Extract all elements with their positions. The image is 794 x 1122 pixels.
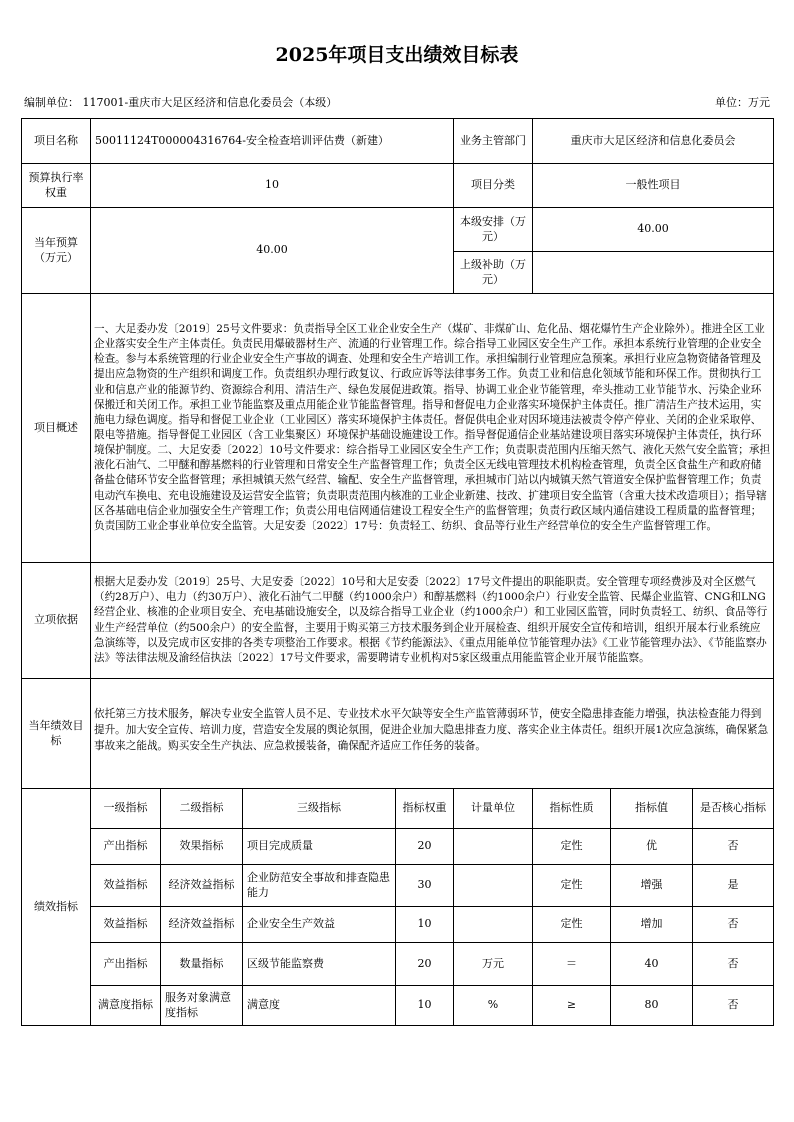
org-unit-value: 117001-重庆市大足区经济和信息化委员会（本级） bbox=[82, 96, 338, 109]
header-level1: 一级指标 bbox=[91, 789, 161, 829]
project-name-value: 50011124T000004316764-安全检查培训评估费（新建） bbox=[91, 119, 454, 164]
header-value: 指标值 bbox=[611, 789, 693, 829]
overview-text: 一、大足委办发〔2019〕25号文件要求：负责指导全区工业企业安全生产（煤矿、非煤矿山、危化品、烟花爆竹生产企业除外）。推进全区工业企业落实安全生产主体责任。负责民用爆破器材生产、流通的行业管理工作。综合指导工业园区安全生产工作。承担本系统行业管理的企业安全检查。参与本系统管理的行业企业安全生产事故的调查、处理和安全生产培训工作。承担编制行业管理应急预案。承担行业应急物资储备管理及提出应急物资的生产组织和调度工作。负责组织办理行政复议、行政应诉等法律事务工作。负责工业和信息化领域节能和环保工作。贯彻执行工业和信息产业的能源节约、资源综合利用、清洁生产、绿色发展促进政策。指导、协调工业企业节能管理，牵头推动工业节能节水、污染企业环保搬迁和关闭工作。承担工业节能监察及重点用能企业节能监督管理。指导和督促电力企业落实环境保护主体责任。推广清洁生产技术运用，实施电力绿色调度。指导和督促工业企业（工业园区）落实环境保护主体责任。督促供电企业对因环境违法被责令停产停业、关闭的企业采取停、限电等措施。指导督促工业园区（含工业集聚区）环境保护基础设施建设工作。指导督促通信企业基站建设项目落实环境保护主体责任，执行环境保护制度。二、大足安委〔2022〕10号文件要求：综合指导工业园区安全生产工作；负责职责范围内压缩天然气、液化天然气安全监管；承担液化石油气、二甲醚和醇基燃料的行业管理和日常安全生产监督管理工作；负责全区无线电管理技术机构检查管理，负责全区食盐生产和政府储备盐仓储环节安全监督管理；承担城镇天然气经营、输配、安全生产监督管理，承担城市门站以内城镇天然气管道安全保护监督管理工作；负责电动汽车换电、充电设施建设及运营安全监管；负责职责范围内核准的工业企业新建、技改、扩建项目安全监管（含重大技术改造项目）；指导辖区各基础电信企业加强安全生产管理工作；负责公用电信网通信建设工程安全生产的监督管理；负责行政区域内通信建设工程质量的监督管理；负责国防工业企事业单位安全监管。大足安委〔2022〕17号：负责轻工、纺织、食品等行业生产经营单位的安全生产监督管理工作。 bbox=[91, 294, 774, 563]
row-budget bbox=[22, 208, 774, 252]
org-unit bbox=[24, 94, 337, 110]
indicator-nature: 定性 bbox=[533, 865, 611, 907]
indicator-unit: 万元 bbox=[454, 943, 533, 986]
overview-label: 项目概述 bbox=[22, 294, 91, 563]
exec-rate-label: 预算执行率权重 bbox=[22, 164, 91, 208]
indicator-level1: 产出指标 bbox=[91, 943, 161, 986]
page-title: 2025年项目支出绩效目标表 bbox=[275, 44, 519, 66]
budget-value: 40.00 bbox=[91, 208, 454, 294]
indicator-unit: % bbox=[454, 986, 533, 1026]
indicator-weight: 30 bbox=[396, 865, 454, 907]
indicator-nature: 定性 bbox=[533, 829, 611, 865]
indicator-weight: 10 bbox=[396, 907, 454, 943]
row-overview bbox=[22, 294, 774, 563]
header-level2: 二级指标 bbox=[161, 789, 243, 829]
indicator-value: 40 bbox=[611, 943, 693, 986]
indicator-core: 否 bbox=[693, 829, 774, 865]
local-label: 本级安排（万元） bbox=[454, 208, 533, 252]
indicator-weight: 10 bbox=[396, 986, 454, 1026]
indicator-core: 否 bbox=[693, 907, 774, 943]
indicator-unit bbox=[454, 907, 533, 943]
local-value: 40.00 bbox=[533, 208, 774, 252]
basis-text: 根据大足委办发〔2019〕25号、大足安委〔2022〕10号和大足安委〔2022〕17号文件提出的职能职责。安全管理专项经费涉及对全区燃气（约28万户）、电力（约30万户）、液化石油气二甲醚（约1000余户）和醇基燃料（约1000余户）行业安全监管、民爆企业监管、CNG和LNG经营企业、核准的企业项目安全、充电基础设施安全，以及综合指导工业企业（约1000余户）和工业园区监管，同时负责轻工、纺织、食品等行业生产经营单位（约500余户）的安全监督，主要用于购买第三方技术服务到企业开展检查、组织开展安全宣传和培训，组织开展本行业系统应急演练等，以及完成市区安排的各类专项整治工作要求。根据《节约能源法》、《重点用能单位节能管理办法》《工业节能管理办法》、《节能监察办法》等法律法规及渝经信执法〔2022〕17号文件要求，需要聘请专业机构对5家区级重点用能监管企业开展节能监察。 bbox=[91, 563, 774, 679]
indicator-unit bbox=[454, 829, 533, 865]
category-value: 一般性项目 bbox=[533, 164, 774, 208]
indicator-level3: 企业防范安全事故和排查隐患能力 bbox=[243, 865, 396, 907]
indicator-row bbox=[22, 865, 774, 907]
performance-table bbox=[21, 118, 774, 1026]
indicator-weight: 20 bbox=[396, 943, 454, 986]
indicator-row bbox=[22, 943, 774, 986]
indicator-level2: 服务对象满意度指标 bbox=[161, 986, 243, 1026]
indicator-weight: 20 bbox=[396, 829, 454, 865]
budget-label: 当年预算（万元） bbox=[22, 208, 91, 294]
row-project-name bbox=[22, 119, 774, 164]
basis-label: 立项依据 bbox=[22, 563, 91, 679]
indicator-level1: 效益指标 bbox=[91, 865, 161, 907]
indicator-level3: 项目完成质量 bbox=[243, 829, 396, 865]
currency-unit: 单位：万元 bbox=[715, 96, 770, 109]
indicator-nature: 定性 bbox=[533, 907, 611, 943]
row-basis bbox=[22, 563, 774, 679]
indicator-value: 增强 bbox=[611, 865, 693, 907]
indicator-level2: 经济效益指标 bbox=[161, 907, 243, 943]
row-exec-rate bbox=[22, 164, 774, 208]
goal-label: 当年绩效目标 bbox=[22, 679, 91, 789]
indicator-value: 80 bbox=[611, 986, 693, 1026]
project-name-label: 项目名称 bbox=[22, 119, 91, 164]
indicator-nature: ≥ bbox=[533, 986, 611, 1026]
indicator-level2: 数量指标 bbox=[161, 943, 243, 986]
dept-value: 重庆市大足区经济和信息化委员会 bbox=[533, 119, 774, 164]
indicator-value: 增加 bbox=[611, 907, 693, 943]
indicator-row bbox=[22, 986, 774, 1026]
indicator-core: 否 bbox=[693, 986, 774, 1026]
indicator-row bbox=[22, 829, 774, 865]
indicator-core: 否 bbox=[693, 943, 774, 986]
indicator-value: 优 bbox=[611, 829, 693, 865]
header-weight: 指标权重 bbox=[396, 789, 454, 829]
indicator-row bbox=[22, 907, 774, 943]
indicators-label: 绩效指标 bbox=[22, 789, 91, 1026]
header-level3: 三级指标 bbox=[243, 789, 396, 829]
dept-label: 业务主管部门 bbox=[454, 119, 533, 164]
upper-value bbox=[533, 252, 774, 294]
indicator-level1: 产出指标 bbox=[91, 829, 161, 865]
indicator-level2: 经济效益指标 bbox=[161, 865, 243, 907]
indicator-level2: 效果指标 bbox=[161, 829, 243, 865]
indicator-nature: ＝ bbox=[533, 943, 611, 986]
header-unit: 计量单位 bbox=[454, 789, 533, 829]
upper-label: 上级补助（万元） bbox=[454, 252, 533, 294]
org-unit-label: 编制单位： bbox=[24, 96, 79, 109]
row-goal bbox=[22, 679, 774, 789]
indicator-level3: 区级节能监察费 bbox=[243, 943, 396, 986]
indicator-level1: 效益指标 bbox=[91, 907, 161, 943]
indicator-level3: 企业安全生产效益 bbox=[243, 907, 396, 943]
indicator-core: 是 bbox=[693, 865, 774, 907]
indicator-level1: 满意度指标 bbox=[91, 986, 161, 1026]
indicator-unit bbox=[454, 865, 533, 907]
indicator-header-row bbox=[22, 789, 774, 829]
header-core: 是否核心指标 bbox=[693, 789, 774, 829]
header-nature: 指标性质 bbox=[533, 789, 611, 829]
indicator-level3: 满意度 bbox=[243, 986, 396, 1026]
goal-text: 依托第三方技术服务，解决专业安全监管人员不足、专业技术水平欠缺等安全生产监管薄弱环节，使安全隐患排查能力增强，执法检查能力得到提升。加大安全宣传、培训力度，营造安全发展的舆论氛围，促进企业加大隐患排查力度、落实企业主体责任。组织开展1次应急演练，确保紧急事故来之能战。购买安全生产执法、应急救援装备，确保配齐适应工作任务的装备。 bbox=[91, 679, 774, 789]
category-label: 项目分类 bbox=[454, 164, 533, 208]
exec-rate-value: 10 bbox=[91, 164, 454, 208]
